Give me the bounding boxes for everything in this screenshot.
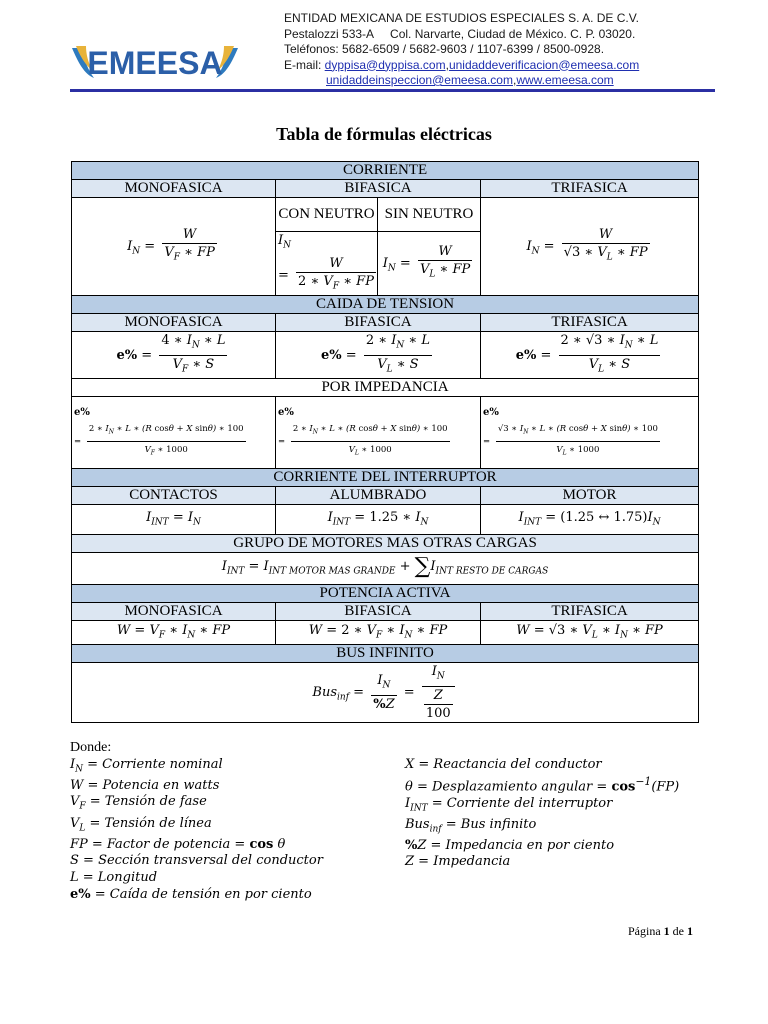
legend-item-s: S = Sección transversal del conductor [70, 853, 323, 869]
formula-caida-trifasica: e% = $\frac{2 ∗ √3 ∗ I_N ∗ L}{V_L ∗ S}$ [481, 332, 699, 379]
formula-interruptor-alumbrado: $I_{INT} = 1.25$ ∗ $I_N$ [276, 505, 481, 535]
formula-potencia-bifasica: W = 2 ∗ $V_F$ ∗ $I_N$ ∗ FP [276, 621, 481, 645]
header-rule [70, 89, 715, 92]
email-link-inspeccion[interactable]: unidaddeinspeccion@emeesa.com [326, 73, 513, 87]
header-alumbrado: ALUMBRADO [276, 487, 481, 505]
formula-corriente-bifasica-sin-neutro: $I_N$ = $\frac{W}{V_L ∗ FP}$ [378, 232, 481, 296]
company-phones: Teléfonos: 5682-6509 / 5682-9603 / 1107-6399 / 8500-0928. [284, 42, 605, 56]
page-of: de [669, 924, 687, 938]
legend-item-in: $I_N$ = Corriente nominal [70, 756, 223, 775]
legend-item-z-pct: %Z = Impedancia en por ciento [405, 837, 615, 853]
email-label: E-mail: [284, 57, 325, 72]
header-bifasica: BIFASICA [276, 180, 481, 198]
formula-potencia-trifasica: W = √3 ∗ $V_L$ ∗ $I_N$ ∗ FP [481, 621, 699, 645]
formula-impedancia-monofasica: e% = $\frac{2 ∗ I_N ∗ L ∗ (R \cos\theta + X \sin\theta) ∗ 100}{V_F ∗ 1000}$ [72, 397, 276, 469]
section-corriente-interruptor: CORRIENTE DEL INTERRUPTOR [72, 469, 699, 487]
legend-item-l: L = Longitud [70, 869, 158, 885]
section-caida-tension: CAIDA DE TENSION [72, 296, 699, 314]
section-bus-infinito: BUS INFINITO [72, 645, 699, 663]
formula-interruptor-contactos: $I_{INT} = I_N$ [72, 505, 276, 535]
header-grupo-motores: GRUPO DE MOTORES MAS OTRAS CARGAS [72, 535, 699, 553]
email-link-verificacion[interactable]: unidaddeverificacion@emeesa.com [448, 57, 640, 72]
header-motor: MOTOR [481, 487, 699, 505]
legend-item-x: X = Reactancia del conductor [405, 757, 602, 772]
page-total: 1 [687, 924, 693, 938]
header-monofasica: MONOFASICA [72, 180, 276, 198]
header-trifasica: TRIFASICA [481, 603, 699, 621]
legend-left [70, 740, 323, 903]
header-bifasica: BIFASICA [276, 603, 481, 621]
header-bifasica: BIFASICA [276, 314, 481, 332]
email-link-dyppisa[interactable]: dyppisa@dyppisa.com [324, 57, 446, 72]
header-monofasica: MONOFASICA [72, 603, 276, 621]
header-trifasica: TRIFASICA [481, 180, 699, 198]
legend-item-iint: $I_{INT}$ = Corriente del interruptor [405, 795, 613, 814]
formula-caida-monofasica: e% = $\frac{4 ∗ I_N ∗ L}{V_F ∗ S}$ [72, 332, 276, 379]
header-por-impedancia: POR IMPEDANCIA [72, 379, 699, 397]
logo-text: EMEESA [87, 45, 223, 81]
page-number [628, 924, 693, 939]
legend-heading: Donde: [70, 740, 112, 755]
legend-item-bus: Bus$_{inf}$ = Bus infinito [405, 816, 537, 835]
formula-corriente-bifasica-con-neutro: $I_N$ = $\frac{W}{2 ∗ V_F ∗ FP}$ [276, 232, 378, 296]
company-address: Pestalozzi 533-A Col. Narvarte, Ciudad de México. C. P. 03020. [284, 26, 636, 41]
header-sin-neutro: SIN NEUTRO [378, 198, 481, 232]
page-label: Página [628, 924, 664, 938]
header-trifasica: TRIFASICA [481, 314, 699, 332]
formula-table [71, 161, 699, 723]
formula-bus-infinito: Bus$_{inf}$ = $\frac{I_N}{\%Z}$ = $\frac{I_N}{\frac{Z}{100}}$ [72, 663, 699, 723]
company-name: ENTIDAD MEXICANA DE ESTUDIOS ESPECIALES S. A. DE C.V. [284, 11, 639, 25]
legend-item-vf: $V_F$ = Tensión de fase [70, 794, 207, 812]
formula-grupo-motores: $I_{INT} = I_{INT MOTOR MAS GRANDE} + \sum I_{INT RESTO DE CARGAS}$ [72, 553, 699, 585]
legend-item-fp: FP = Factor de potencia = cos θ [70, 836, 286, 852]
header-monofasica: MONOFASICA [72, 314, 276, 332]
legend-item-theta: θ = Desplazamiento angular = $\cos^{-1}(FP)$ [405, 774, 680, 794]
legend-item-e: e% = Caída de tensión en por ciento [70, 886, 312, 902]
company-contact: ENTIDAD MEXICANA DE ESTUDIOS ESPECIALES S. A. DE C.V. Pestalozzi 533-A Col. Narvarte, Ciudad de México. C. P. 03020. Teléfonos: 5682-6509 / 5682-9603 / 1107-6399 / 8500-0928. E-mail: dyppisa@dyppisa.com,unidaddeverificacion@emeesa.com unidaddeinspeccion@emeesa.com,www.emeesa.com [284, 11, 724, 89]
section-potencia-activa: POTENCIA ACTIVA [72, 585, 699, 603]
formula-caida-bifasica: e% = $\frac{2 ∗ I_N ∗ L}{V_L ∗ S}$ [276, 332, 481, 379]
formula-impedancia-trifasica: e% = $\frac{√3 ∗ I_N ∗ L ∗ (R \cos\theta + X \sin\theta) ∗ 100}{V_L ∗ 1000}$ [481, 397, 699, 469]
formula-impedancia-bifasica: e% = $\frac{2 ∗ I_N ∗ L ∗ (R \cos\theta + X \sin\theta) ∗ 100}{V_L ∗ 1000}$ [276, 397, 481, 469]
header-con-neutro: CON NEUTRO [276, 198, 378, 232]
legend-item-vl: $V_L$ = Tensión de línea [70, 815, 212, 834]
emeesa-logo [70, 40, 240, 84]
legend-item-z: Z = Impedancia [405, 854, 511, 870]
legend-right [405, 757, 679, 871]
website-link[interactable]: www.emeesa.com [516, 73, 614, 87]
page-current: 1 [663, 924, 670, 938]
document-title: Tabla de fórmulas eléctricas [276, 124, 492, 144]
formula-corriente-trifasica: $I_N$ = $\frac{W}{√3 ∗ V_L ∗ FP}$ [481, 198, 699, 296]
formula-corriente-monofasica: $I_N$ = $\frac{W}{V_F ∗ FP}$ [72, 198, 276, 296]
section-corriente: CORRIENTE [72, 162, 699, 180]
formula-interruptor-motor: $I_{INT} = (1.25$ ↔ $1.75)I_N$ [481, 505, 699, 535]
header-contactos: CONTACTOS [72, 487, 276, 505]
formula-potencia-monofasica: $W = V_F$ ∗ $I_N$ ∗ FP [72, 621, 276, 645]
legend-item-w: W = Potencia en watts [70, 777, 220, 793]
